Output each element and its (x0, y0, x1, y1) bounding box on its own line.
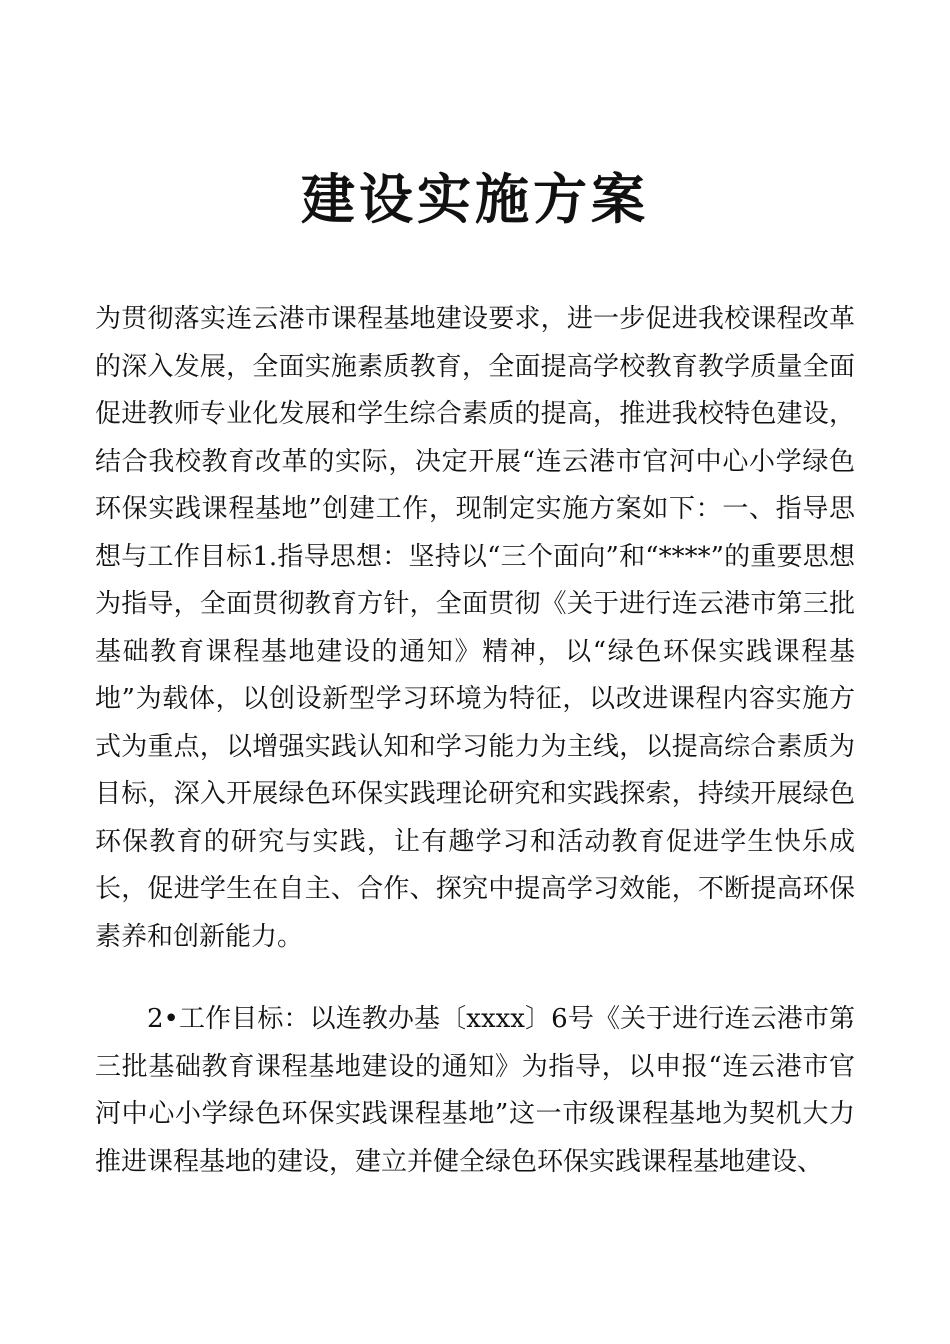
document-title: 建设实施方案 (301, 168, 649, 231)
paragraph-work-goals: 2•工作目标：以连教办基〔xxxx〕6号《关于进行连云港市第三批基础教育课程基地建设的通知》为指导，以申报“连云港市官河中心小学绿色环保实践课程基地”这一市级课程基地为契机大力推进课程基地的建设，建立并健全绿色环保实践课程基地建设、 (95, 1004, 855, 1177)
paragraph-guiding-thought: 为贯彻落实连云港市课程基地建设要求，进一步促进我校课程改革的深入发展，全面实施素质教育，全面提高学校教育教学质量全面促进教师专业化发展和学生综合素质的提高，推进我校特色建设，结合我校教育改革的实际，决定开展“连云港市官河中心小学绿色环保实践课程基地”创建工作，现制定实施方案如下：一、指导思想与工作目标1.指导思想：坚持以“三个面向”和“****”的重要思想为指导，全面贯彻教育方针，全面贯彻《关于进行连云港市第三批基础教育课程基地建设的通知》精神，以“绿色环保实践课程基地”为载体，以创设新型学习环境为特征，以改进课程内容实施方式为重点，以增强实践认知和学习能力为主线，以提高综合素质为目标，深入开展绿色环保实践理论研究和实践探索，持续开展绿色环保教育的研究与实践，让有趣学习和活动教育促进学生快乐成长，促进学生在自主、合作、探究中提高学习效能，不断提高环保素养和创新能力。 (95, 304, 855, 952)
